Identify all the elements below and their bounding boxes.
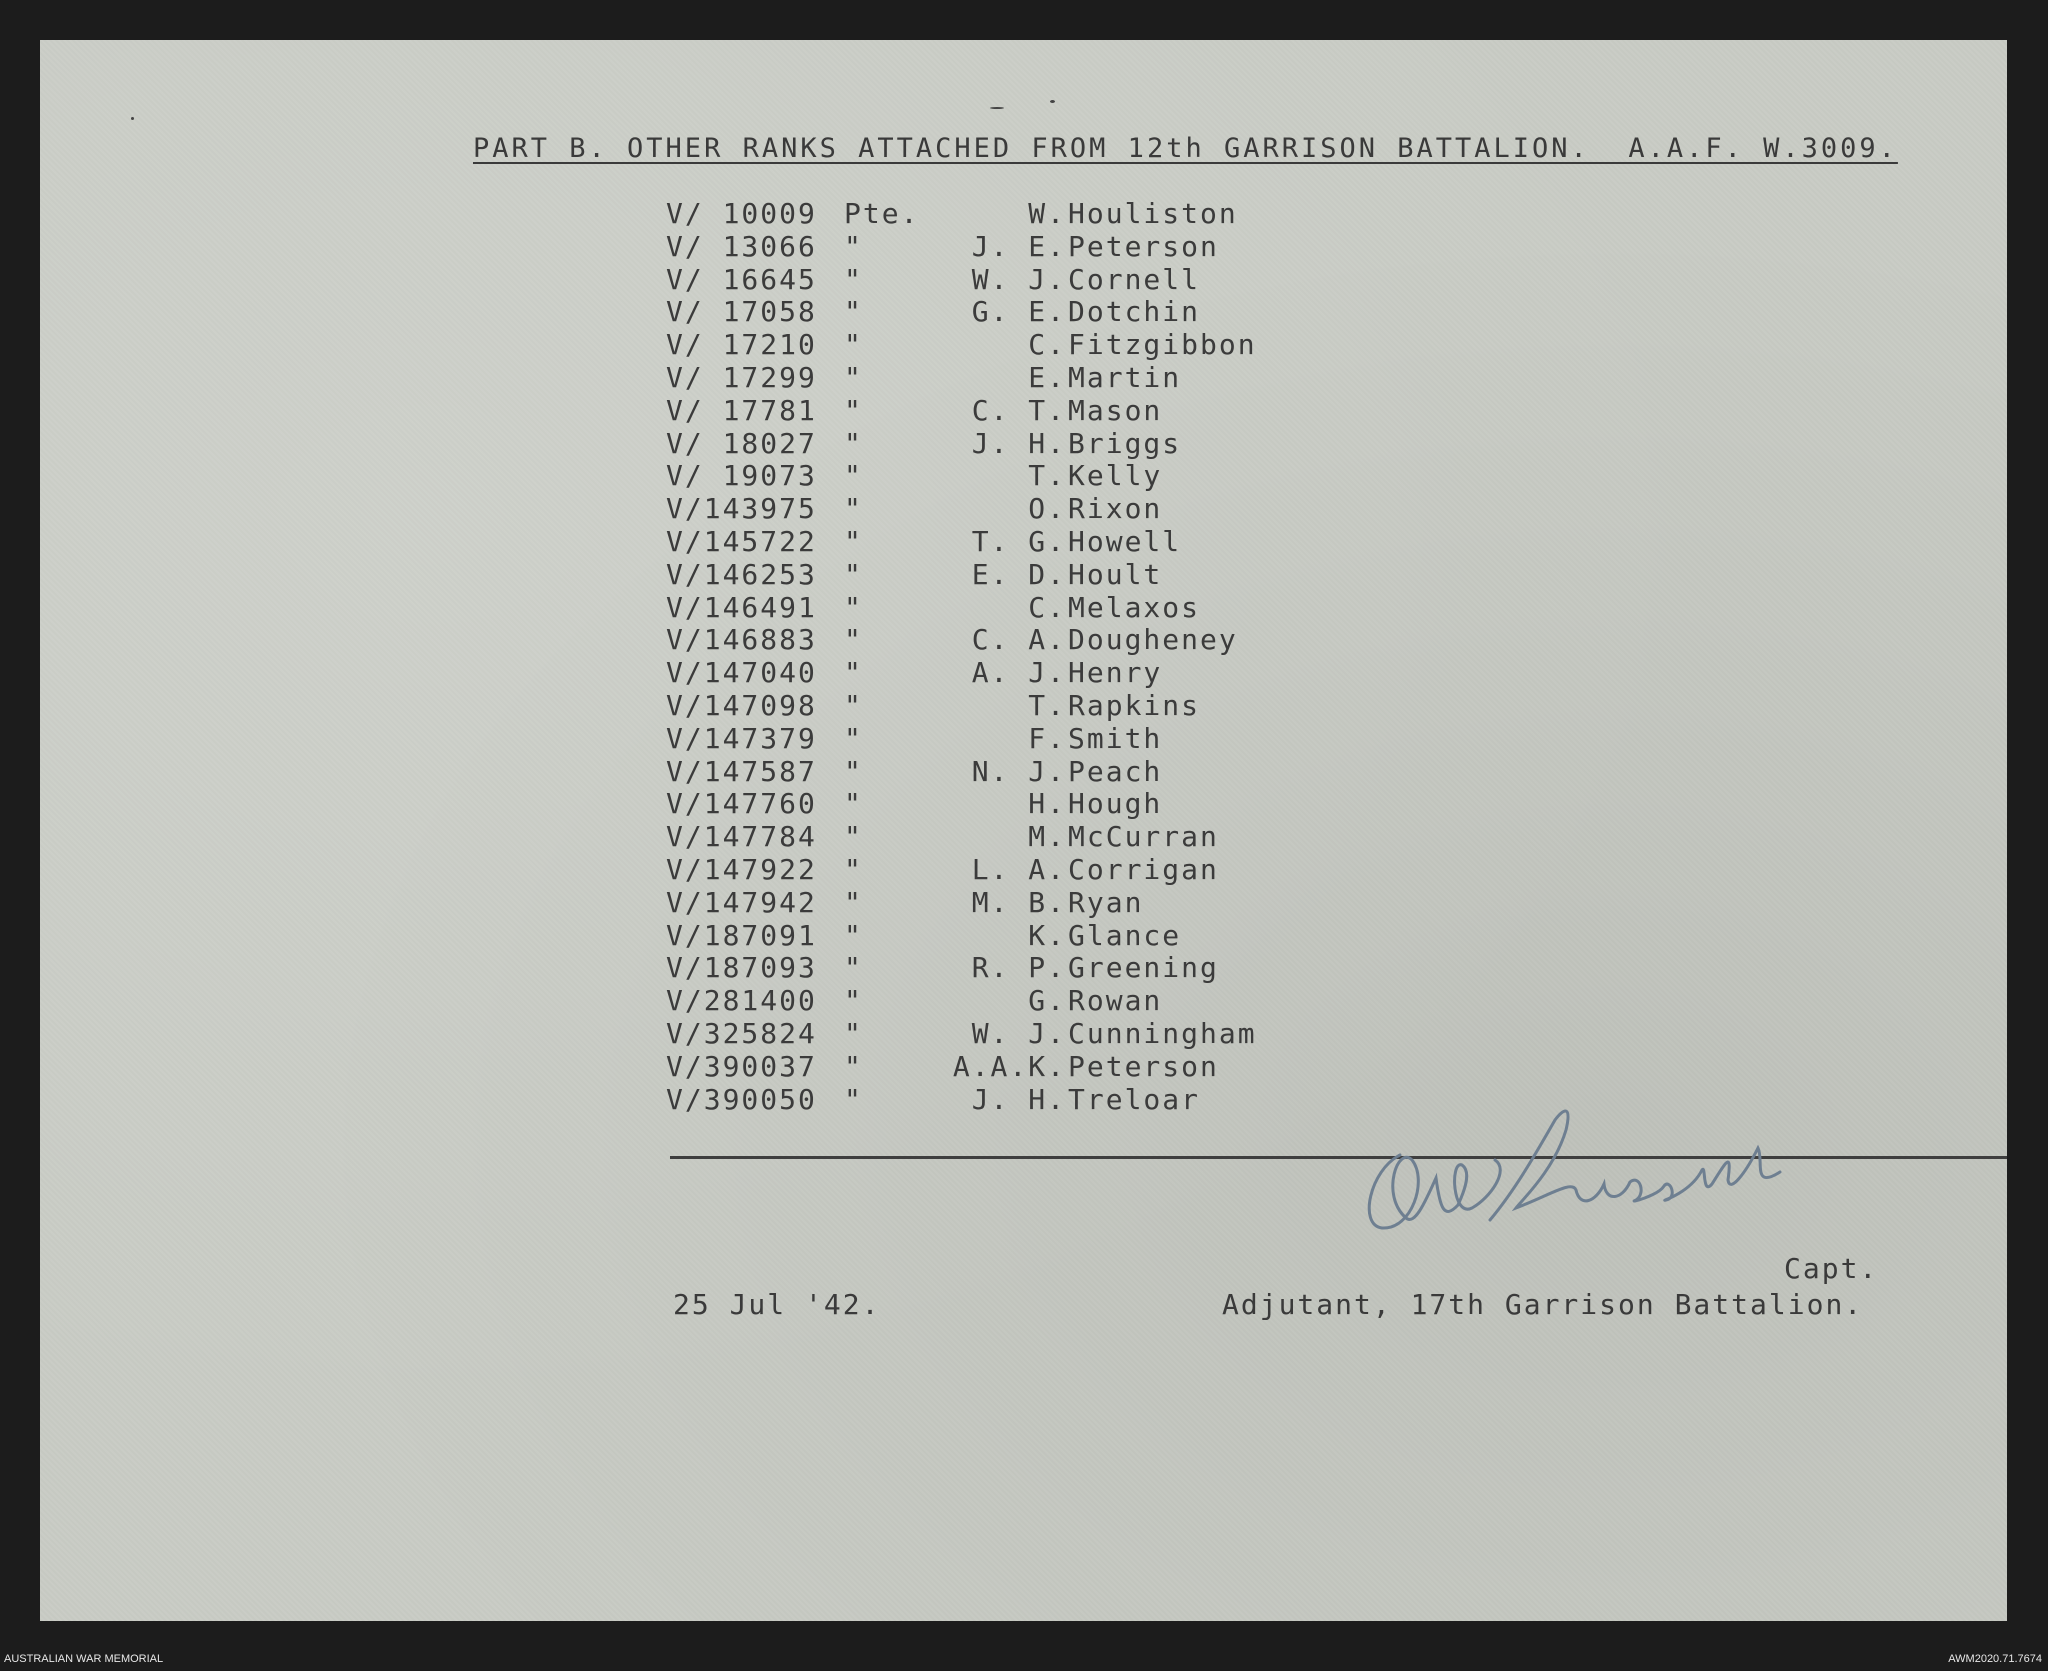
roster-number: V/147040 <box>666 656 817 690</box>
signatory-appointment: Adjutant, 17th Garrison Battalion. <box>1222 1288 1864 1321</box>
roster-rank: " <box>844 393 863 427</box>
roster-number: V/187093 <box>666 951 817 985</box>
roster-rank: " <box>844 787 863 821</box>
roster-initials: H. <box>1028 787 1066 821</box>
roster-rank: " <box>844 426 863 460</box>
footer-right: AWM2020.71.7674 <box>1948 1653 2042 1665</box>
roster-surname: Peterson <box>1068 1049 1219 1083</box>
roster-surname: Peach <box>1068 754 1163 788</box>
roster-rank: " <box>844 557 863 591</box>
roster-surname: Glance <box>1068 918 1182 952</box>
roster-rank: " <box>844 688 863 722</box>
roster-initials: J. E. <box>971 229 1066 263</box>
roster-surname: Briggs <box>1068 426 1182 460</box>
roster-surname: Howell <box>1068 524 1182 558</box>
roster-initials: J. H. <box>971 426 1066 460</box>
roster-number: V/147942 <box>666 885 817 919</box>
roster-rank: " <box>844 754 863 788</box>
roster-surname: Fitzgibbon <box>1068 328 1257 362</box>
roster-initials: K. <box>1028 918 1066 952</box>
roster-number: V/ 16645 <box>666 262 817 296</box>
roster-rank: " <box>844 262 863 296</box>
roster-initials: E. D. <box>971 557 1066 591</box>
roster-rank: " <box>844 459 863 493</box>
roster-initials: E. <box>1028 360 1066 394</box>
roster-initials: W. J. <box>971 1016 1066 1050</box>
roster-number: V/147098 <box>666 688 817 722</box>
roster-number: V/325824 <box>666 1016 817 1050</box>
roster-number: V/147760 <box>666 787 817 821</box>
roster-number: V/147587 <box>666 754 817 788</box>
roster-initials: C. T. <box>971 393 1066 427</box>
roster-initials: A. J. <box>971 656 1066 690</box>
roster-surname: Cunningham <box>1068 1016 1257 1050</box>
roster-surname: Ryan <box>1068 885 1144 919</box>
footer-left: AUSTRALIAN WAR MEMORIAL <box>4 1653 164 1665</box>
roster-number: V/390037 <box>666 1049 817 1083</box>
roster-surname: Cornell <box>1068 262 1201 296</box>
roster-surname: Rixon <box>1068 492 1163 526</box>
ink-speck <box>1050 100 1055 103</box>
signature-text: ABRussell <box>1340 1278 1346 1279</box>
roster-surname: Hough <box>1068 787 1163 821</box>
signature-image <box>1340 1100 1820 1280</box>
roster-initials: A.A.K. <box>952 1049 1066 1083</box>
roster-number: V/146883 <box>666 623 817 657</box>
roster-surname: Mason <box>1068 393 1163 427</box>
roster-initials: T. <box>1028 688 1066 722</box>
roster-number: V/ 17058 <box>666 295 817 329</box>
roster-number: V/390050 <box>666 1082 817 1116</box>
roster-rank: " <box>844 656 863 690</box>
roster-rank: " <box>844 984 863 1018</box>
roster-surname: Dougheney <box>1068 623 1238 657</box>
roster-number: V/146491 <box>666 590 817 624</box>
roster-number: V/147784 <box>666 820 817 854</box>
roster-initials: T. G. <box>971 524 1066 558</box>
signatory-rank: Capt. <box>1784 1252 1879 1285</box>
roster-initials: M. <box>1028 820 1066 854</box>
roster-number: V/ 18027 <box>666 426 817 460</box>
roster-rank: " <box>844 590 863 624</box>
roster-initials: W. <box>1028 197 1066 230</box>
roster-rank: " <box>844 1016 863 1050</box>
roster-initials: G. E. <box>971 295 1066 329</box>
roster-rank: " <box>844 721 863 755</box>
roster-initials: R. P. <box>971 951 1066 985</box>
roster-number: V/143975 <box>666 492 817 526</box>
roster-rank: " <box>844 951 863 985</box>
document-heading: PART B. OTHER RANKS ATTACHED FROM 12th GARRISON BATTALION. A.A.F. W.3009. <box>473 133 1898 164</box>
roster-surname: Kelly <box>1068 459 1163 493</box>
document-date: 25 Jul '42. <box>673 1288 881 1321</box>
roster-initials: W. J. <box>971 262 1066 296</box>
roster-surname: Martin <box>1068 360 1182 394</box>
roster-surname: Smith <box>1068 721 1163 755</box>
roster-rank: " <box>844 492 863 526</box>
roster-surname: Houliston <box>1068 197 1238 230</box>
roster-number: V/187091 <box>666 918 817 952</box>
roster-number: V/ 10009 <box>666 197 817 230</box>
roster-number: V/ 17299 <box>666 360 817 394</box>
roster-number: V/147922 <box>666 852 817 886</box>
roster-surname: Treloar <box>1068 1082 1201 1116</box>
roster-initials: C. A. <box>971 623 1066 657</box>
roster-initials: T. <box>1028 459 1066 493</box>
ink-speck <box>131 117 134 120</box>
roster-rank: " <box>844 852 863 886</box>
roster-number: V/ 19073 <box>666 459 817 493</box>
roster-number: V/147379 <box>666 721 817 755</box>
roster-rank: " <box>844 1049 863 1083</box>
roster-initials: J. H. <box>971 1082 1066 1116</box>
roster-surname: McCurran <box>1068 820 1219 854</box>
roster-surname: Greening <box>1068 951 1219 985</box>
roster-initials: N. J. <box>971 754 1066 788</box>
roster-surname: Henry <box>1068 656 1163 690</box>
roster-initials: M. B. <box>971 885 1066 919</box>
roster-surname: Dotchin <box>1068 295 1201 329</box>
roster-rank: " <box>844 360 863 394</box>
roster-number: V/ 13066 <box>666 229 817 263</box>
roster-rank: " <box>844 918 863 952</box>
roster-rank: " <box>844 820 863 854</box>
roster-surname: Melaxos <box>1068 590 1201 624</box>
roster-number: V/281400 <box>666 984 817 1018</box>
roster-initials: C. <box>1028 328 1066 362</box>
roster-initials: C. <box>1028 590 1066 624</box>
roster-surname: Rowan <box>1068 984 1163 1018</box>
roster-rank: Pte. <box>844 197 920 230</box>
roster-rank: " <box>844 1082 863 1116</box>
roster-surname: Rapkins <box>1068 688 1201 722</box>
roster-number: V/146253 <box>666 557 817 591</box>
roster-initials: L. A. <box>971 852 1066 886</box>
roster-number: V/ 17781 <box>666 393 817 427</box>
roster-number: V/ 17210 <box>666 328 817 362</box>
roster-rank: " <box>844 295 863 329</box>
roster-initials: F. <box>1028 721 1066 755</box>
ink-speck <box>990 107 1004 109</box>
roster-initials: G. <box>1028 984 1066 1018</box>
roster-initials: O. <box>1028 492 1066 526</box>
roster-rank: " <box>844 328 863 362</box>
roster-rank: " <box>844 229 863 263</box>
roster-rank: " <box>844 623 863 657</box>
roster-surname: Hoult <box>1068 557 1163 591</box>
roster-surname: Corrigan <box>1068 852 1219 886</box>
roster-number: V/145722 <box>666 524 817 558</box>
roster-rank: " <box>844 524 863 558</box>
roster-rank: " <box>844 885 863 919</box>
roster-surname: Peterson <box>1068 229 1219 263</box>
